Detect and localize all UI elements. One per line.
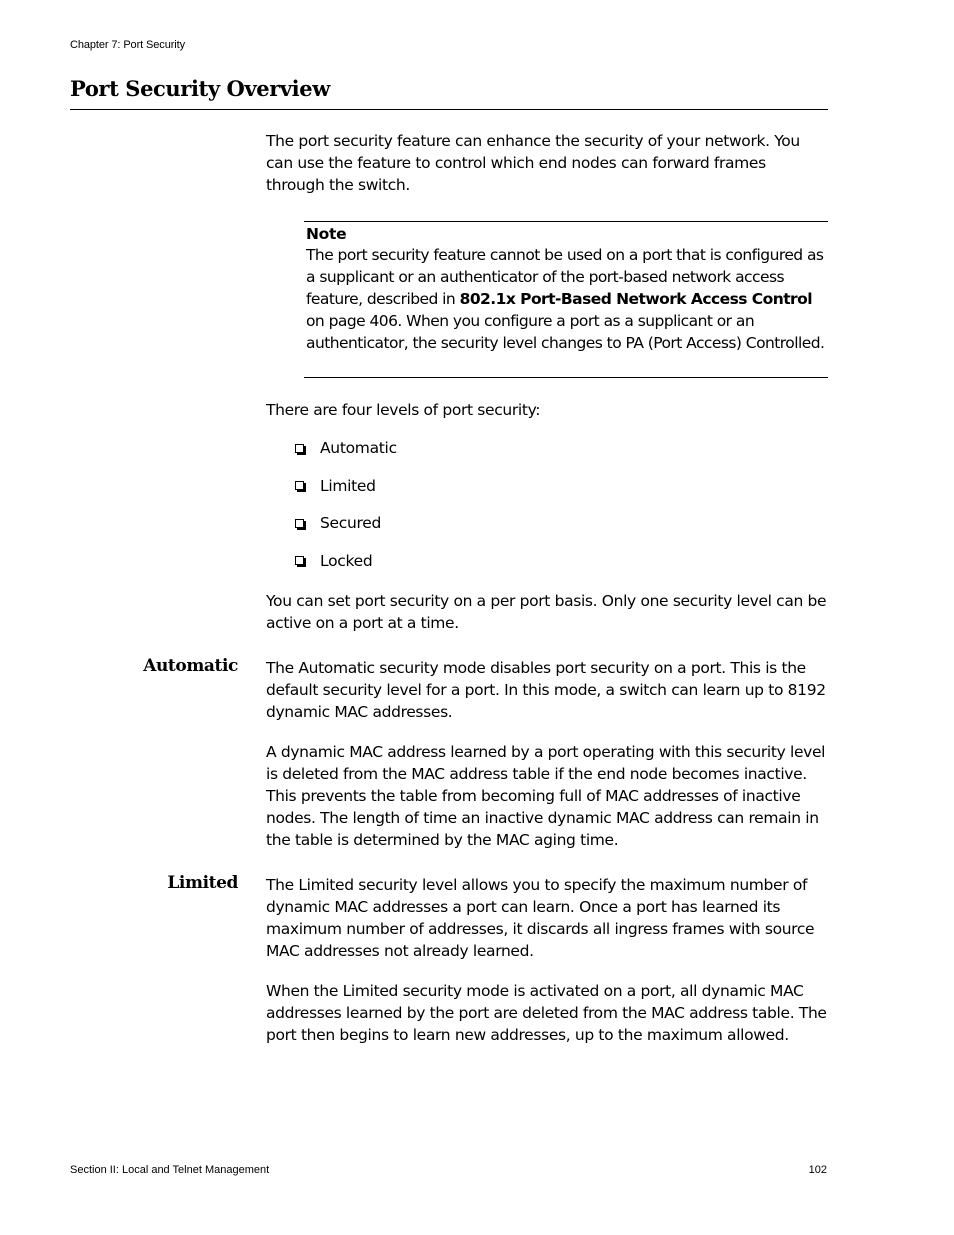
- checkbox-bullet-icon: [295, 519, 304, 528]
- note-box: [304, 221, 828, 378]
- note-cross-reference: 802.1x Port-Based Network Access Control: [459, 290, 813, 308]
- limited-heading: Limited: [167, 873, 238, 893]
- automatic-paragraph-2: A dynamic MAC address learned by a port operating with this security level is deleted from the MAC address table if the end node becomes inactive. This prevents the table from becoming full of MAC addresses of inactive nodes. The length of time an inactive dynamic MAC address can remain in the table is determined by the MAC aging time.: [266, 743, 826, 849]
- checkbox-bullet-icon: [295, 481, 304, 490]
- list-item-label: Limited: [320, 476, 376, 495]
- list-item: [295, 475, 397, 497]
- per-port-paragraph: You can set port security on a per port basis. Only one security level can be active on a port at a time.: [266, 592, 827, 632]
- checkbox-bullet-icon: [295, 444, 304, 453]
- levels-intro: There are four levels of port security:: [266, 401, 541, 419]
- page-number: 102: [808, 1164, 827, 1176]
- checkbox-bullet-icon: [295, 556, 304, 565]
- page-title: Port Security Overview: [70, 76, 330, 101]
- footer-section: Section II: Local and Telnet Management: [70, 1164, 270, 1176]
- automatic-paragraph-1: The Automatic security mode disables port security on a port. This is the default security level for a port. In this mode, a switch can learn up to 8192 dynamic MAC addresses.: [266, 659, 826, 721]
- list-item: [295, 550, 397, 572]
- limited-paragraph-2: When the Limited security mode is activated on a port, all dynamic MAC addresses learned by the port are deleted from the MAC address table. The port then begins to learn new addresses, up to the maximum allowed.: [266, 982, 827, 1044]
- list-item-label: Automatic: [320, 439, 397, 457]
- note-text: [306, 244, 831, 354]
- automatic-heading: Automatic: [143, 656, 238, 676]
- intro-paragraph: The port security feature can enhance the security of your network. You can use the feature to control which end nodes can forward frames through the switch.: [266, 132, 800, 194]
- note-title: Note: [306, 225, 347, 243]
- running-header: Chapter 7: Port Security: [70, 39, 185, 51]
- title-divider: [70, 109, 828, 110]
- note-text-before: The port security feature cannot be used on a port that is configured as a supplicant or an authenticator of the port-based network access feature, described in: [306, 246, 824, 308]
- list-item: [295, 512, 397, 534]
- list-item-label: Locked: [320, 551, 373, 570]
- list-item-label: Secured: [320, 514, 382, 532]
- note-text-after: on page 406. When you configure a port as a supplicant or an authenticator, the security level changes to PA (Port Access) Controlled.: [306, 312, 825, 352]
- security-levels-list: [295, 437, 397, 587]
- list-item: [295, 437, 397, 459]
- limited-paragraph-1: The Limited security level allows you to specify the maximum number of dynamic MAC addresses a port can learn. Once a port has learned its maximum number of addresses, it discards all ingress frames with source MAC addresses not already learned.: [266, 876, 815, 960]
